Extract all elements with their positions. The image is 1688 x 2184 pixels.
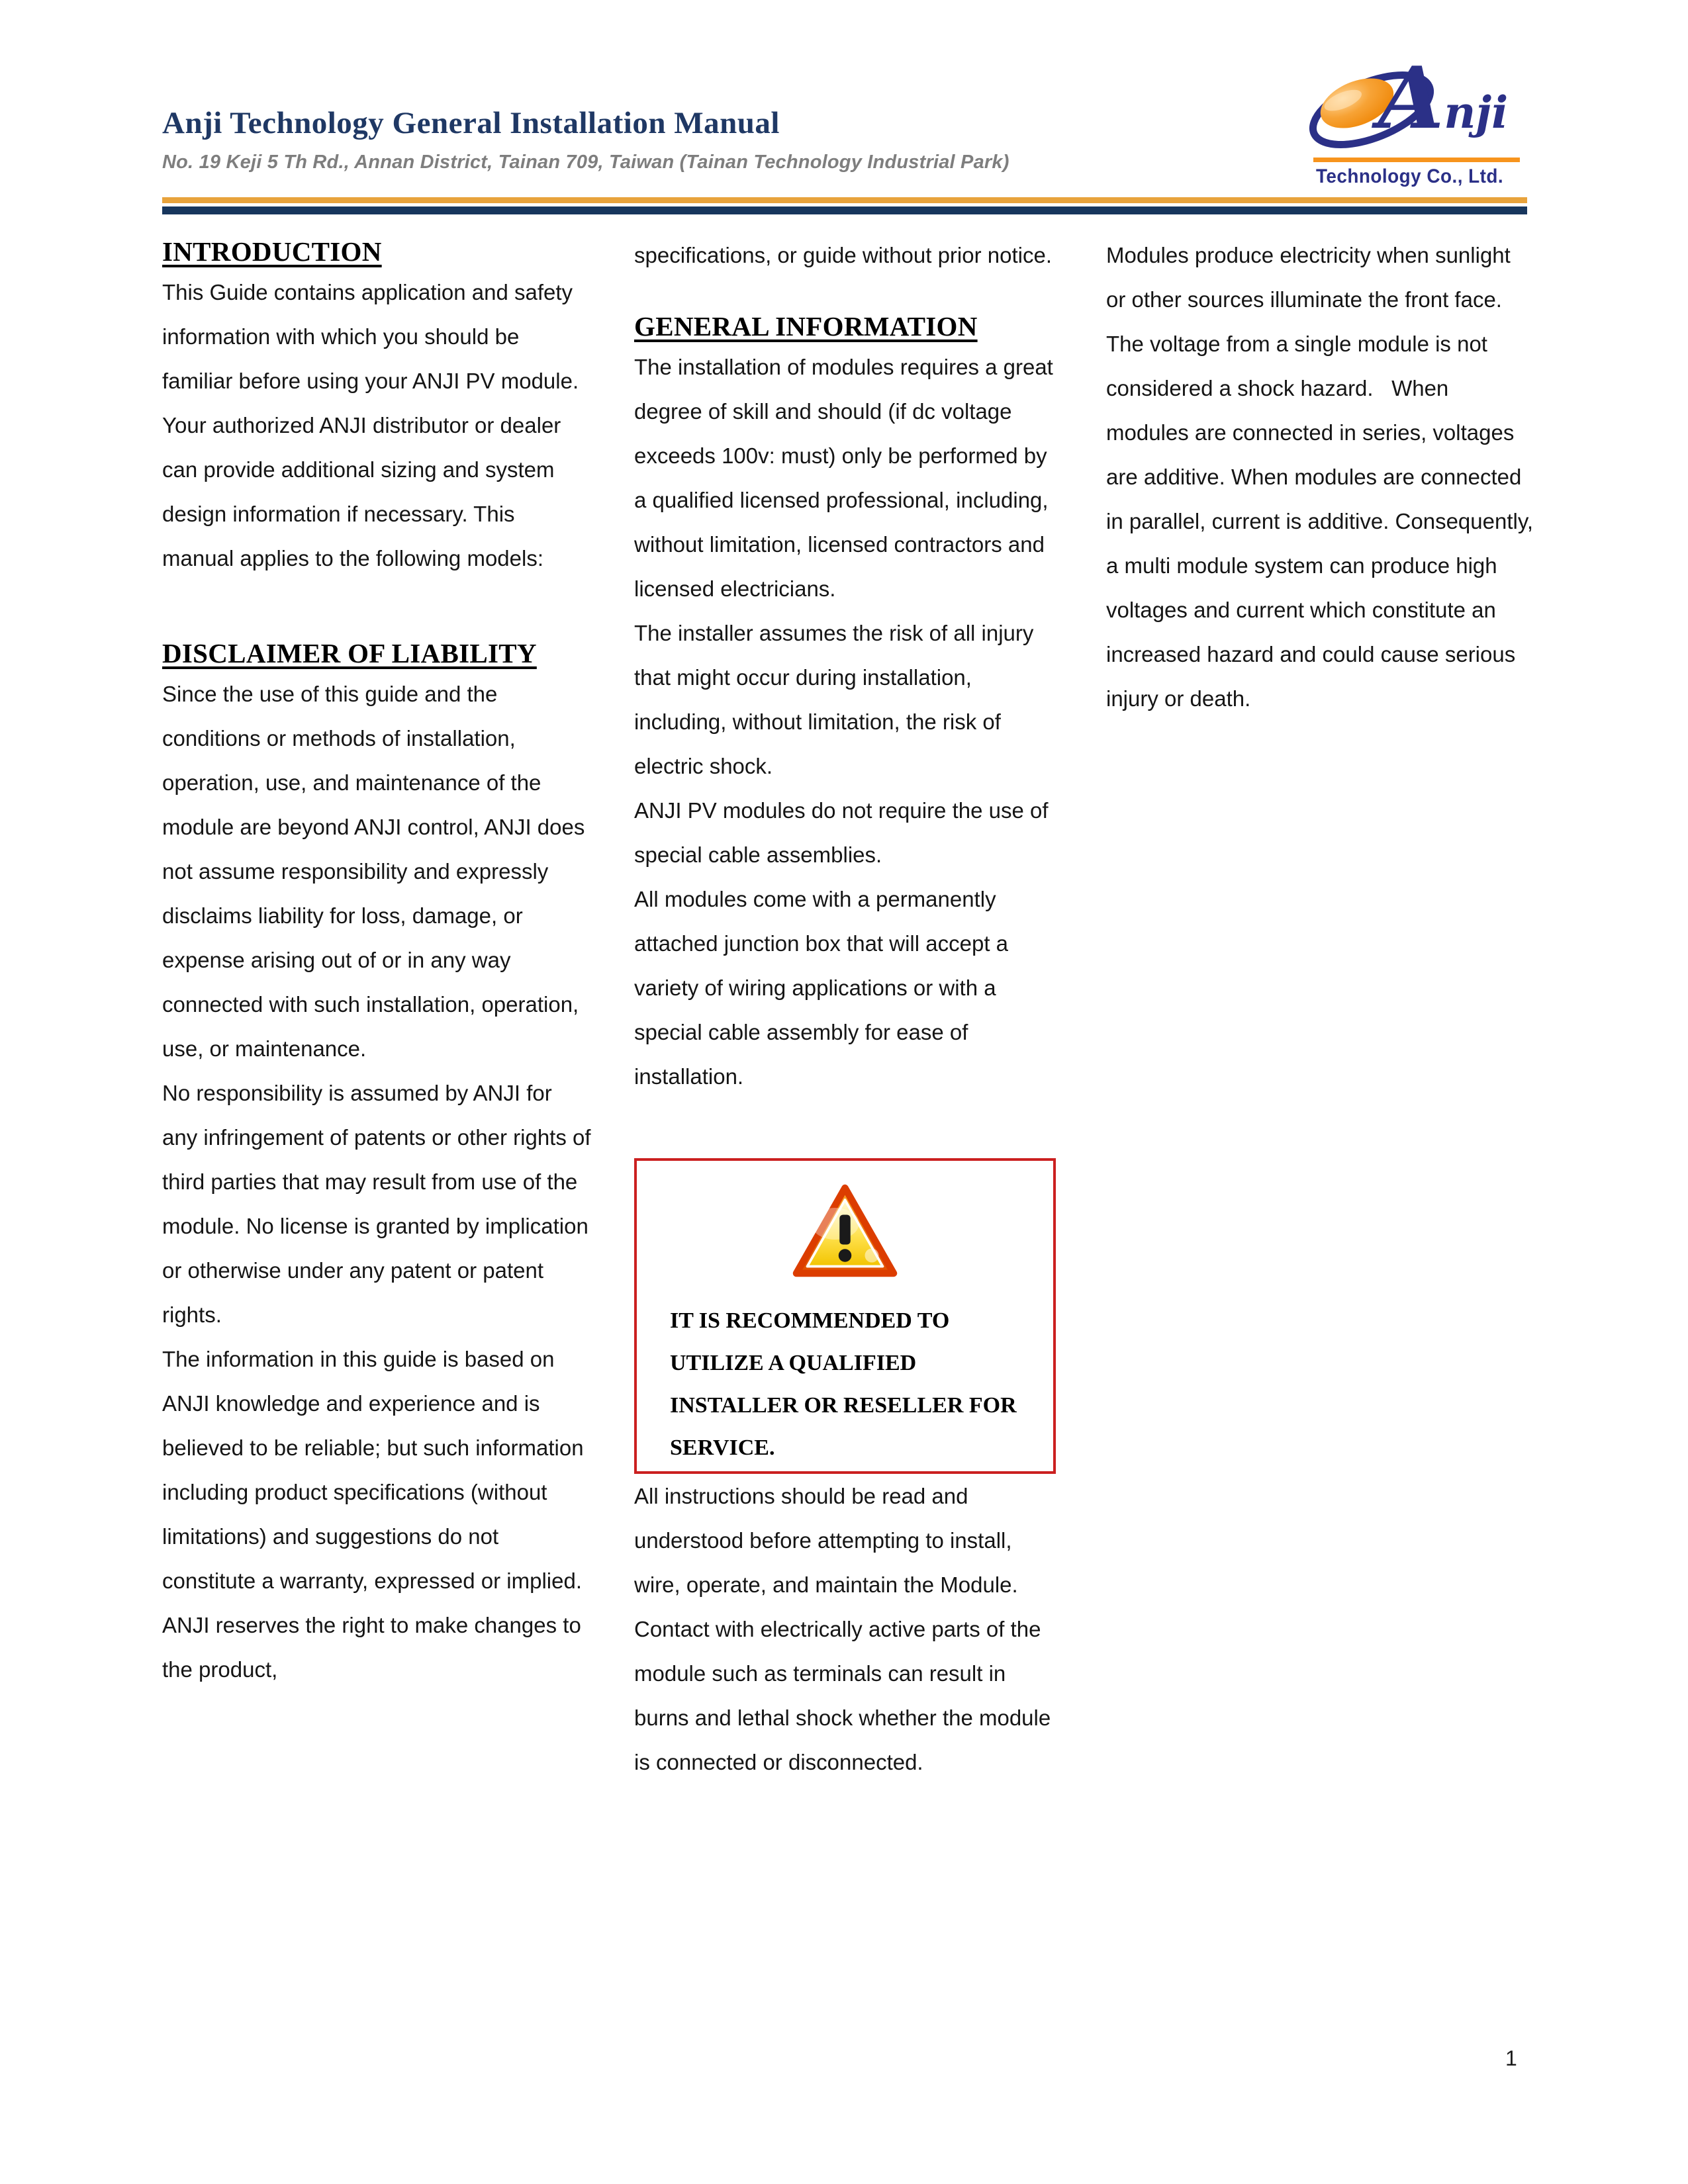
address-line: No. 19 Keji 5 Th Rd., Annan District, Tainan 709, Taiwan (Tainan Technology Industrial Park) bbox=[162, 152, 1009, 173]
column-1 bbox=[162, 233, 591, 1692]
instructions-paragraph: All instructions should be read and understood before attempting to install, wire, operate, and maintain the Module. Contact with electrically active parts of the module such as terminals can result in burns and lethal shock whether the module is connected or disconnected. bbox=[634, 1484, 1051, 1774]
column-2 bbox=[634, 233, 1063, 1784]
modules-electricity-paragraph: Modules produce electricity when sunlight or other sources illuminate the front face. The voltage from a single module is not considered a shock hazard. When modules are connected in series, voltages are additive. When modules are connected in parallel, current is additive. Consequently, a multi module system can produce high voltages and current which constitute an increased hazard and could cause serious injury or death. bbox=[1106, 243, 1534, 711]
disclaimer-paragraph-3: The information in this guide is based on ANJI knowledge and experience and is believed to be reliable; but such information including product specifications (without limitations) and suggestions do not constitute a warranty, expressed or implied. ANJI reserves the right to make changes to the product, bbox=[162, 1347, 584, 1682]
disclaimer-paragraph-1: Since the use of this guide and the conditions or methods of installation, operation, use, and maintenance of the module are beyond ANJI control, ANJI does not assume responsibility and expressly disclaims liability for loss, damage, or expense arising out of or in any way connected with such installation, operation, use, or maintenance. bbox=[162, 682, 585, 1061]
introduction-heading: INTRODUCTION bbox=[162, 236, 382, 267]
warning-callout-box bbox=[634, 1158, 1056, 1474]
header-divider-navy bbox=[162, 206, 1527, 214]
disclaimer-paragraph-2: No responsibility is assumed by ANJI for any infringement of patents or other rights of third parties that may result from use of the module. No license is granted by implication or otherwise under any patent or patent rights. bbox=[162, 1081, 591, 1327]
column-3 bbox=[1106, 233, 1535, 721]
general-paragraph-1: The installation of modules requires a great degree of skill and should (if dc voltage exceeds 100v: must) only be performed by a qualified licensed professional, including, without limitation, licensed contractors and licensed electricians. bbox=[634, 355, 1053, 601]
logo-subtitle: Technology Co., Ltd. bbox=[1316, 165, 1504, 187]
header-divider-orange bbox=[162, 197, 1527, 203]
warning-text: IT IS RECOMMENDED TO UTILIZE A QUALIFIED INSTALLER OR RESELLER FOR SERVICE. bbox=[670, 1308, 1017, 1460]
general-information-heading: GENERAL INFORMATION bbox=[634, 311, 978, 341]
logo-underline bbox=[1313, 158, 1520, 162]
general-paragraph-4: All modules come with a permanently attached junction box that will accept a variety of wiring applications or with a special cable assembly for ease of installation. bbox=[634, 887, 1009, 1089]
general-paragraph-3: ANJI PV modules do not require the use of special cable assemblies. bbox=[634, 798, 1049, 867]
continuation-paragraph: specifications, or guide without prior notice. bbox=[634, 243, 1052, 267]
warning-icon-wrap bbox=[637, 1182, 1053, 1281]
page-title: Anji Technology General Installation Manual bbox=[162, 106, 780, 140]
company-logo bbox=[1309, 49, 1525, 199]
page-number: 1 bbox=[1505, 2046, 1517, 2070]
logo-wordmark: Anji bbox=[1378, 49, 1509, 148]
general-paragraph-2: The installer assumes the risk of all injury that might occur during installation, including, without limitation, the risk of electric shock. bbox=[634, 621, 1034, 778]
disclaimer-heading: DISCLAIMER OF LIABILITY bbox=[162, 638, 537, 668]
warning-triangle-icon bbox=[790, 1182, 900, 1281]
introduction-paragraph: This Guide contains application and safety information with which you should be familiar before using your ANJI PV module. Your authorized ANJI distributor or dealer can provide additional sizing and system design information if necessary. This manual applies to the following models: bbox=[162, 280, 579, 570]
